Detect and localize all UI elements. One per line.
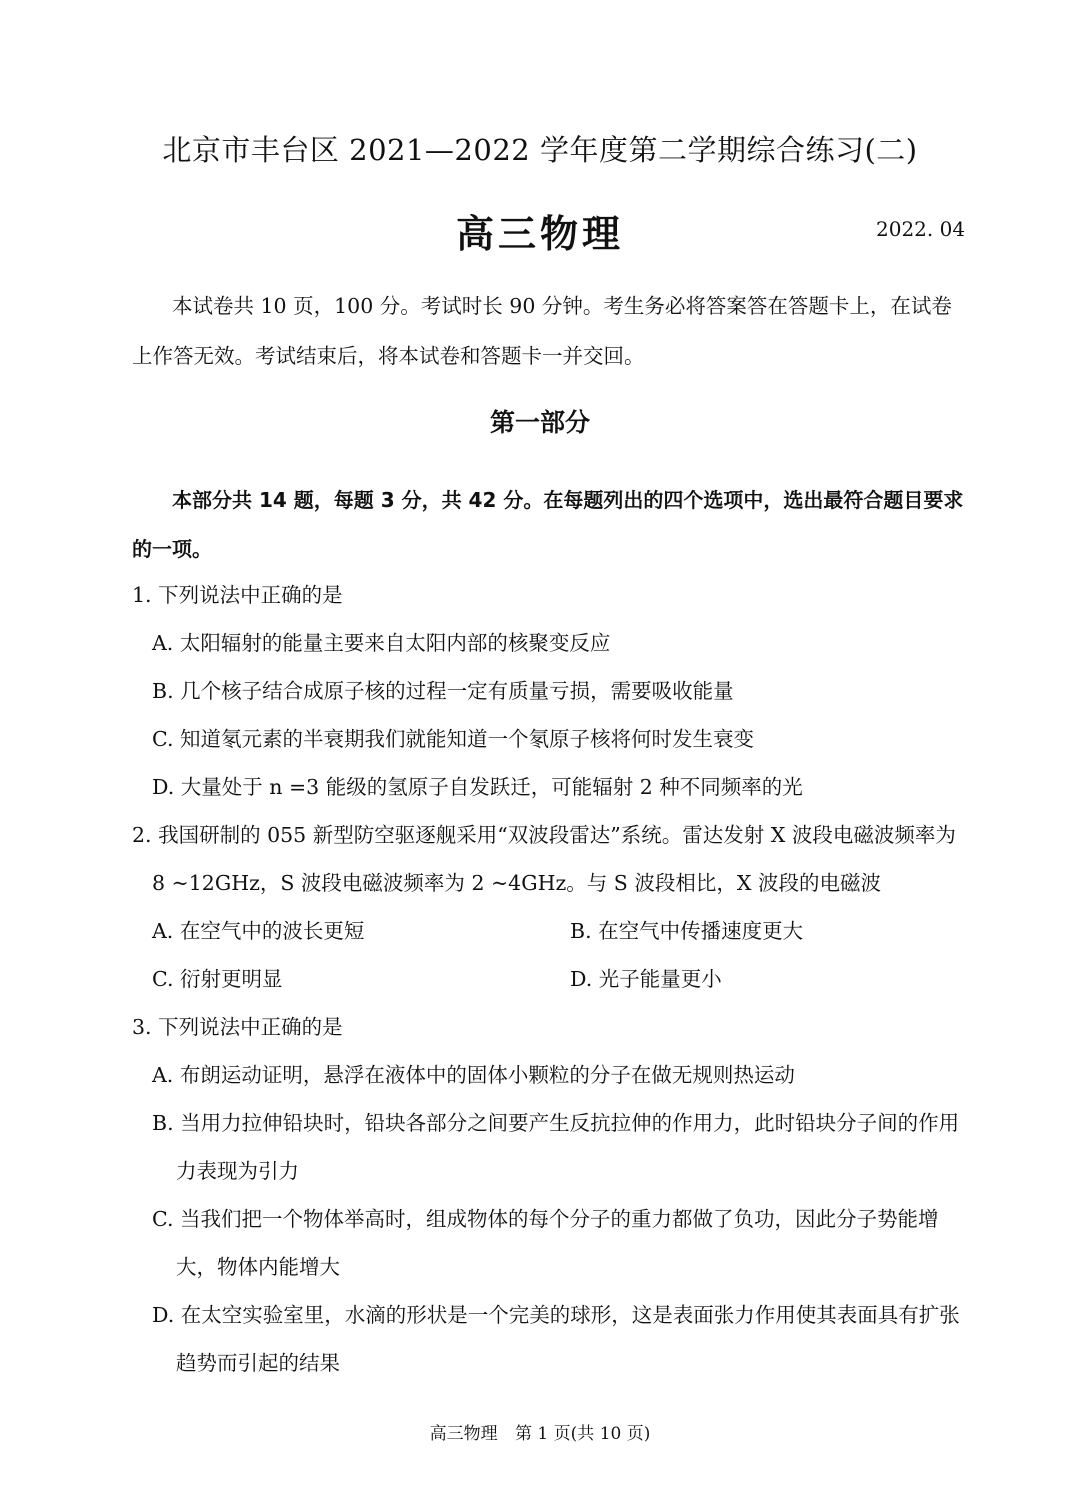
question-2-option-a: A. 在空气中的波长更短	[152, 919, 365, 943]
section-title: 第一部分	[489, 408, 590, 437]
question-2-option-d: D. 光子能量更小	[570, 967, 722, 991]
question-1-stem: 1. 下列说法中正确的是	[132, 583, 343, 607]
question-3-option-c-line-2: 大，物体内能增大	[176, 1255, 340, 1279]
intro-line-1: 本试卷共 10 页，100 分。考试时长 90 分钟。考生务必将答案答在答题卡上，在试卷	[172, 294, 952, 318]
question-3-option-d-line-2: 趋势而引起的结果	[176, 1351, 340, 1375]
question-3-option-b-line-1: B. 当用力拉伸铅块时，铅块各部分之间要产生反抗拉伸的作用力，此时铅块分子间的作用	[152, 1111, 960, 1135]
question-3-option-a: A. 布朗运动证明，悬浮在液体中的固体小颗粒的分子在做无规则热运动	[152, 1063, 795, 1087]
question-3-option-d-line-1: D. 在太空实验室里，水滴的形状是一个完美的球形，这是表面张力作用使其表面具有扩张	[152, 1303, 960, 1327]
exam-title: 北京市丰台区 2021—2022 学年度第二学期综合练习(二)	[162, 133, 918, 167]
section-instructions-line-2: 的一项。	[132, 537, 212, 561]
question-2-stem-line-2: 8 ~12GHz，S 波段电磁波频率为 2 ~4GHz。与 S 波段相比，X 波段的电磁波	[152, 871, 881, 895]
question-1-option-b: B. 几个核子结合成原子核的过程一定有质量亏损，需要吸收能量	[152, 679, 734, 703]
question-2-option-b: B. 在空气中传播速度更大	[570, 919, 804, 943]
question-3-option-b-line-2: 力表现为引力	[176, 1159, 299, 1183]
question-3-option-c-line-1: C. 当我们把一个物体举高时，组成物体的每个分子的重力都做了负功，因此分子势能增	[152, 1207, 939, 1231]
question-2-option-c: C. 衍射更明显	[152, 967, 283, 991]
page-footer	[0, 1419, 1080, 1444]
question-1-option-a: A. 太阳辐射的能量主要来自太阳内部的核聚变反应	[152, 631, 611, 655]
intro-line-2: 上作答无效。考试结束后，将本试卷和答题卡一并交回。	[132, 344, 645, 368]
question-1-option-c: C. 知道氡元素的半衰期我们就能知道一个氡原子核将何时发生衰变	[152, 727, 754, 751]
section-instructions-line-1: 本部分共 14 题，每题 3 分，共 42 分。在每题列出的四个选项中，选出最符合题目要求	[172, 488, 964, 512]
question-3-stem: 3. 下列说法中正确的是	[132, 1015, 343, 1039]
question-1-option-d: D. 大量处于 n =3 能级的氢原子自发跃迁，可能辐射 2 种不同频率的光	[152, 775, 803, 799]
question-2-stem-line-1: 2. 我国研制的 055 新型防空驱逐舰采用“双波段雷达”系统。雷达发射 X 波段电磁波频率为	[132, 823, 956, 847]
footer-subject: 高三物理	[429, 1424, 498, 1444]
subject-title: 高三物理	[455, 212, 624, 256]
exam-date: 2022. 04	[876, 217, 966, 241]
footer-page-number: 第 1 页(共 10 页)	[515, 1424, 651, 1444]
